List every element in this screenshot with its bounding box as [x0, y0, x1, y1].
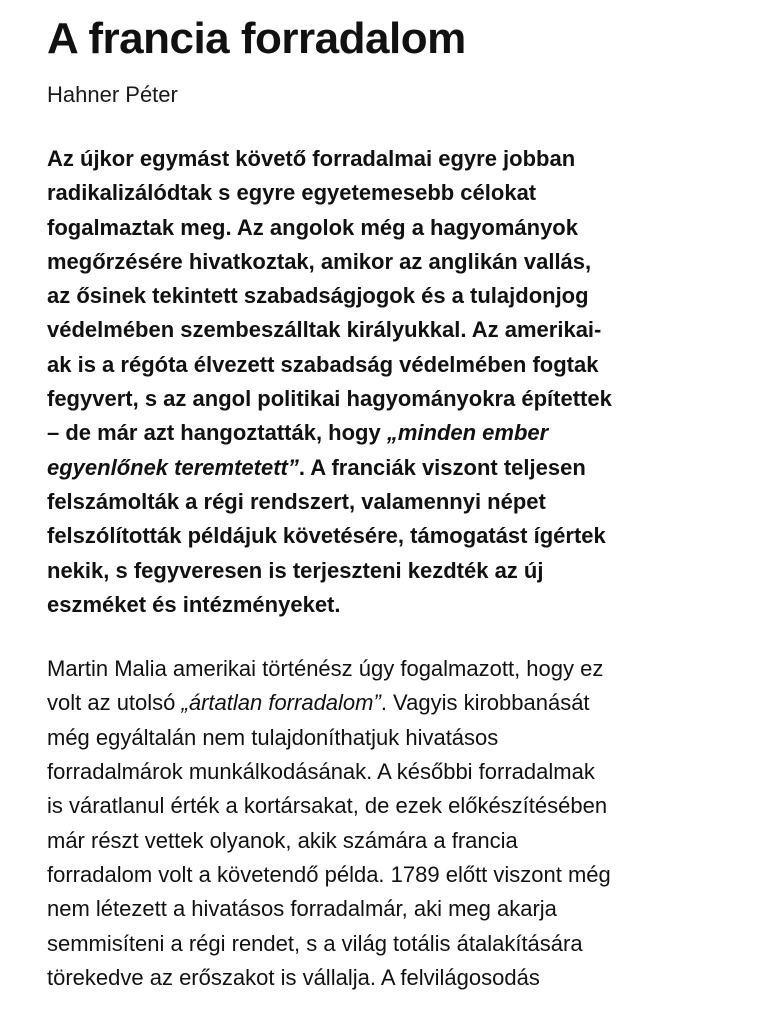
- lead-line: felszámolták a régi rendszert, valamennyi népet: [47, 488, 546, 514]
- lead-line: fegyvert, s az angol politikai hagyományokra építettek: [47, 386, 612, 412]
- body-line: semmisíteni a régi rendet, s a világ totális átalakítására: [47, 930, 583, 956]
- body-line: még egyáltalán nem tulajdoníthatjuk hivatásos: [47, 724, 499, 750]
- body-text: volt az utolsó: [47, 690, 182, 716]
- body-line: Martin Malia amerikai történész úgy fogalmazott, hogy ez: [47, 656, 604, 682]
- lead-line: felszólították példájuk követésére, támogatást ígértek: [47, 523, 606, 549]
- body-line: forradalmárok munkálkodásának. A későbbi forradalmak: [47, 759, 595, 785]
- lead-text: . A franciák viszont teljesen: [298, 454, 586, 480]
- body-line: is váratlanul érték a kortársakat, de ezek előkészítésében: [47, 793, 608, 819]
- body-line: nem létezett a hivatásos forradalmár, aki meg akarja: [47, 896, 557, 922]
- lead-line: eszméket és intézményeket.: [47, 591, 341, 617]
- lead-line: nekik, s fegyveresen is terjeszteni kezdték az új: [47, 557, 544, 583]
- body-paragraph: [47, 652, 720, 995]
- body-line: [47, 686, 720, 720]
- article-author: Hahner Péter: [47, 82, 178, 107]
- body-line: törekedve az erőszakot is vállalja. A felvilágosodás: [47, 964, 540, 990]
- lead-line: radikalizálódtak s egyre egyetemesebb célokat: [47, 180, 537, 206]
- lead-paragraph: [47, 142, 720, 622]
- body-line: már részt vettek olyanok, akik számára a francia: [47, 827, 518, 853]
- lead-quote: egyenlőnek teremtetett”: [47, 454, 299, 480]
- lead-line: [47, 451, 720, 485]
- article-title: A francia forradalom: [47, 14, 466, 63]
- body-line: forradalom volt a követendő példa. 1789 előtt viszont még: [47, 861, 611, 887]
- lead-line: megőrzésére hivatkoztak, amikor az anglikán vallás,: [47, 248, 592, 274]
- lead-line: Az újkor egymást követő forradalmai egyre jobban: [47, 146, 576, 171]
- lead-line: védelmében szembeszálltak királyukkal. Az amerikai-: [47, 317, 602, 343]
- lead-line: [47, 416, 720, 450]
- body-text: . Vagyis kirobbanását: [380, 690, 590, 716]
- body-quote: „ártatlan forradalom”: [181, 690, 381, 716]
- lead-text: – de már azt hangoztatták, hogy: [47, 420, 387, 446]
- lead-line: ak is a régóta élvezett szabadság védelmében fogtak: [47, 351, 599, 377]
- lead-line: az ősinek tekintett szabadságjogok és a tulajdonjog: [47, 283, 589, 309]
- lead-quote: „minden ember: [386, 420, 549, 446]
- lead-line: fogalmaztak meg. Az angolok még a hagyományok: [47, 214, 578, 240]
